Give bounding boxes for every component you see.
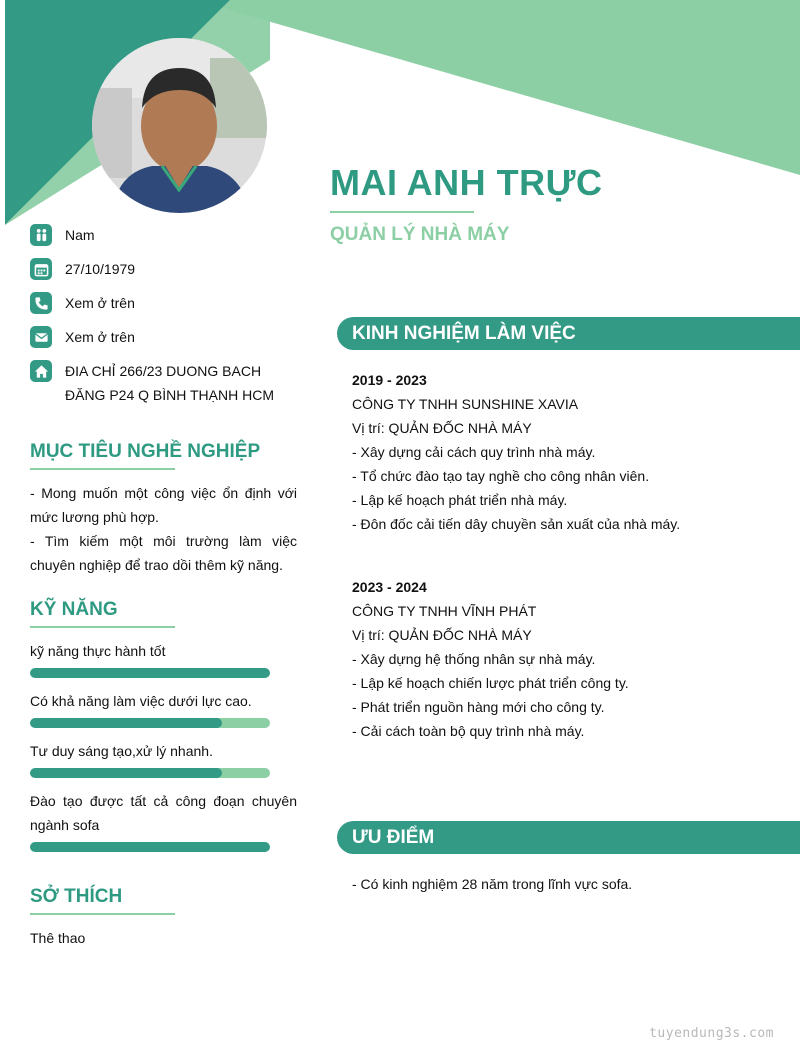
job-position: Vị trí: QUẢN ĐỐC NHÀ MÁY [352, 627, 532, 643]
contact-birthday [30, 258, 300, 281]
avatar [92, 38, 267, 213]
job-task: - Đôn đốc cải tiến dây chuyền sản xuất của nhà máy. [352, 516, 681, 532]
objective-line: - Mong muốn một công việc ổn định với mức lương phù hợp. [30, 485, 297, 525]
job-task: - Cải cách toàn bộ quy trình nhà máy. [352, 723, 585, 739]
skill-bar [30, 768, 270, 778]
job-task: - Lập kế hoạch chiến lược phát triển công ty. [352, 675, 629, 691]
job-title: QUẢN LÝ NHÀ MÁY [330, 224, 510, 245]
calendar-icon [30, 258, 52, 280]
name-underline [330, 211, 474, 213]
watermark: tuyendung3s.com [649, 1026, 774, 1041]
contact-email-text: Xem ở trên [65, 329, 135, 345]
job-entry [352, 575, 782, 743]
contact-phone [30, 292, 300, 315]
skill-bar-fill [30, 718, 222, 728]
skill-label: kỹ năng thực hành tốt [30, 643, 166, 659]
skill-label: Có khả năng làm việc dưới lực cao. [30, 693, 252, 709]
skills-underline [30, 626, 175, 628]
contact-phone-text: Xem ở trên [65, 295, 135, 311]
contact-gender-text: Nam [65, 227, 95, 243]
job-entry [352, 368, 782, 536]
hobbies-underline [30, 913, 175, 915]
objective-text [30, 481, 297, 577]
contact-email [30, 326, 300, 349]
job-company: CÔNG TY TNHH SUNSHINE XAVIA [352, 396, 579, 412]
experience-heading: KINH NGHIỆM LÀM VIỆC [337, 317, 800, 350]
email-icon [30, 326, 52, 348]
job-task: - Tổ chức đào tạo tay nghề cho công nhân viên. [352, 468, 650, 484]
contact-birthday-text: 27/10/1979 [65, 261, 136, 277]
objective-line: - Tìm kiếm một môi trường làm việc chuyên nghiệp để trao dồi thêm kỹ năng. [30, 533, 297, 573]
strength-text: - Có kinh nghiệm 28 năm trong lĩnh vực sofa. [352, 876, 633, 892]
contact-address-text: ĐIA CHỈ 266/23 DUONG BACH ĐĂNG P24 Q BÌNH THẠNH HCM [65, 363, 274, 403]
hobby-text: Thê thao [30, 930, 86, 946]
skill-bar [30, 668, 270, 678]
job-task: - Lập kế hoạch phát triển nhà máy. [352, 492, 568, 508]
contact-address [30, 360, 300, 407]
skill-label: Đào tạo được tất cả công đoạn chuyên ngành sofa [30, 793, 297, 833]
strengths-heading: ƯU ĐIỂM [337, 821, 800, 854]
job-task: - Xây dựng cải cách quy trình nhà máy. [352, 444, 596, 460]
job-period: 2023 - 2024 [352, 579, 427, 595]
objective-underline [30, 468, 175, 470]
candidate-name: MAI ANH TRỰC [330, 162, 603, 203]
skill-bar [30, 842, 270, 852]
objective-heading: MỤC TIÊU NGHỀ NGHIỆP [30, 441, 261, 462]
home-icon [30, 360, 52, 382]
skills-heading: KỸ NĂNG [30, 599, 118, 620]
job-task: - Xây dựng hệ thống nhân sự nhà máy. [352, 651, 596, 667]
skill-label: Tư duy sáng tạo,xử lý nhanh. [30, 743, 213, 759]
skill-bar-fill [30, 768, 222, 778]
gender-icon [30, 224, 52, 246]
job-company: CÔNG TY TNHH VĨNH PHÁT [352, 603, 537, 619]
hobbies-heading: SỞ THÍCH [30, 886, 123, 907]
skill-bar [30, 718, 270, 728]
job-period: 2019 - 2023 [352, 372, 427, 388]
phone-icon [30, 292, 52, 314]
job-task: - Phát triển nguồn hàng mới cho công ty. [352, 699, 605, 715]
skill-bar-fill [30, 842, 270, 852]
contact-gender [30, 224, 300, 247]
job-position: Vị trí: QUẢN ĐỐC NHÀ MÁY [352, 420, 532, 436]
skill-bar-fill [30, 668, 270, 678]
